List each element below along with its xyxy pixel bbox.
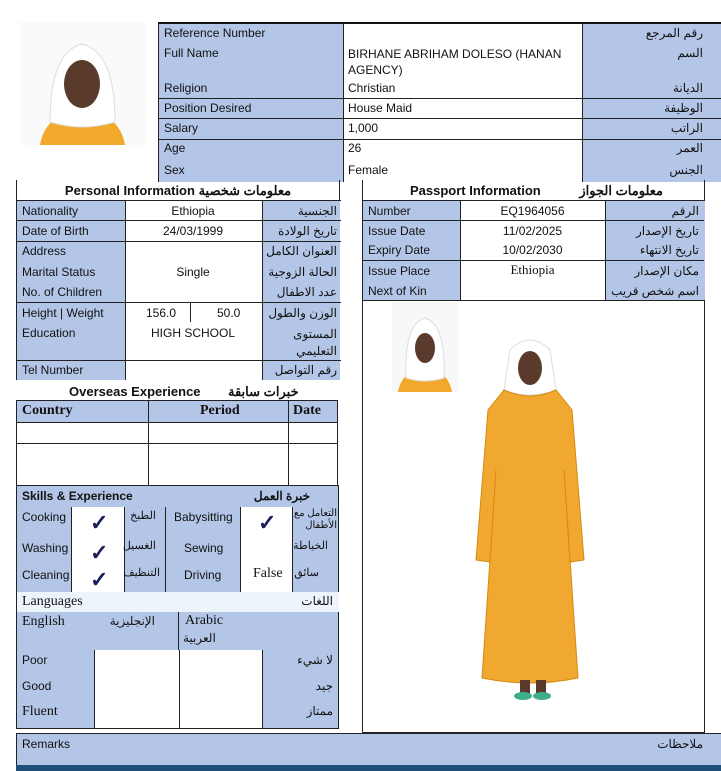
education-value: HIGH SCHOOL: [150, 326, 235, 340]
skill-driving-label: Driving: [184, 568, 222, 582]
tel-label: Tel Number: [22, 363, 84, 377]
skill-driving-value: False: [253, 566, 283, 581]
age-ar: العمر: [676, 141, 703, 155]
level-fluent: Fluent: [22, 704, 58, 719]
languages-title-ar: اللغات: [301, 594, 333, 608]
height-value: 156.0: [146, 306, 177, 320]
nationality-value: Ethiopia: [171, 204, 215, 218]
tel-ar: رقم التواصل: [274, 363, 337, 377]
passport-title-ar: معلومات الجواز: [579, 183, 663, 198]
passport-title-en: Passport Information: [410, 183, 541, 198]
level-poor-ar: لا شيء: [297, 653, 333, 667]
education-label: Education: [22, 326, 76, 340]
sex-label: Sex: [164, 163, 185, 177]
remarks-ar: ملاحظات: [657, 737, 703, 751]
passport-number-ar: الرقم: [671, 204, 699, 218]
skill-sewing-ar: الخياطة: [293, 540, 328, 552]
reference-number-ar: رقم المرجع: [645, 26, 703, 40]
next-of-kin-ar: اسم شخص قريب: [610, 284, 699, 298]
issue-date-value: 11/02/2025: [502, 224, 563, 238]
skill-cooking-label: Cooking: [22, 510, 67, 524]
skill-cooking-check: ✓: [90, 510, 109, 535]
issue-date-label: Issue Date: [368, 224, 426, 238]
age-label: Age: [164, 141, 186, 155]
height-weight-label: Height | Weight: [22, 306, 104, 320]
lang-english-ar: الإنجليزية: [109, 614, 155, 628]
position-value: House Maid: [348, 101, 413, 115]
skill-cleaning-label: Cleaning: [22, 568, 70, 582]
col-date: Date: [293, 403, 321, 418]
nationality-label: Nationality: [22, 204, 79, 218]
education-ar: المستوى التعليمي: [293, 327, 337, 358]
dob-ar: تاريخ الولادة: [278, 224, 337, 238]
level-good-ar: جيد: [315, 679, 333, 693]
salary-value: 1,000: [348, 121, 379, 135]
expiry-date-label: Expiry Date: [368, 243, 431, 257]
level-poor: Poor: [22, 653, 48, 667]
marital-ar: الحالة الزوجية: [268, 265, 337, 279]
children-ar: عدد الاطفال: [276, 285, 337, 299]
issue-place-label: Issue Place: [368, 264, 431, 278]
issue-date-ar: تاريخ الإصدار: [635, 224, 699, 238]
marital-value: Single: [176, 265, 210, 279]
expiry-date-ar: تاريخ الانتهاء: [639, 243, 699, 257]
salary-ar: الراتب: [670, 121, 703, 135]
lang-arabic: Arabic: [185, 613, 224, 628]
profile-photo: [20, 22, 145, 145]
height-weight-ar: الوزن والطول: [268, 306, 337, 320]
level-good: Good: [22, 679, 52, 693]
personal-title-ar: معلومات شخصية: [198, 183, 292, 198]
footer-bar: [16, 765, 721, 771]
position-ar: الوظيفة: [664, 101, 703, 115]
skill-babysitting-value: ✓: [258, 510, 277, 535]
full-name-label: Full Name: [164, 46, 219, 60]
skill-driving-ar: سائق: [294, 567, 319, 579]
full-name-value: BIRHANE ABRIHAM DOLESO (HANAN AGENCY): [348, 47, 562, 77]
overseas-title-ar: خبرات سابقة: [228, 384, 299, 399]
lang-english: English: [22, 614, 65, 629]
weight-value: 50.0: [217, 306, 241, 320]
passport-number-label: Number: [368, 204, 411, 218]
languages-title-en: Languages: [22, 594, 83, 609]
religion-ar: الديانة: [672, 81, 703, 95]
religion-label: Religion: [164, 81, 208, 95]
sex-ar: الجنس: [669, 163, 703, 177]
full-body-photo: [460, 330, 600, 702]
skill-sewing-label: Sewing: [184, 541, 224, 555]
salary-label: Salary: [164, 121, 199, 135]
religion-value: Christian: [348, 81, 396, 95]
passport-photo: [392, 302, 458, 392]
remarks-label: Remarks: [22, 737, 71, 751]
reference-number-label: Reference Number: [164, 26, 266, 40]
passport-number-value: EQ1964056: [500, 204, 565, 218]
next-of-kin-label: Next of Kin: [368, 284, 427, 298]
level-fluent-ar: ممتاز: [306, 704, 333, 718]
issue-place-ar: مكان الإصدار: [634, 264, 699, 278]
skill-cleaning-ar: التنظيف: [123, 567, 160, 579]
nationality-ar: الجنسية: [297, 204, 337, 218]
age-value: 26: [348, 141, 362, 155]
personal-title-en: Personal Information: [64, 183, 195, 198]
col-country: Country: [22, 403, 73, 418]
skill-washing-check: ✓: [90, 540, 109, 565]
skills-title-en: Skills & Experience: [22, 489, 133, 503]
skill-babysitting-ar: التعامل مع الأطفال: [293, 508, 337, 531]
skill-washing-label: Washing: [22, 541, 69, 555]
lang-arabic-ar: العربية: [183, 631, 216, 645]
marital-label: Marital Status: [22, 265, 96, 279]
skill-cooking-ar: الطبخ: [130, 510, 156, 522]
col-period: Period: [200, 403, 240, 418]
position-label: Position Desired: [164, 101, 252, 115]
overseas-title-en: Overseas Experience: [69, 384, 201, 399]
dob-label: Date of Birth: [22, 224, 89, 238]
sex-value: Female: [348, 163, 389, 177]
dob-value: 24/03/1999: [162, 224, 224, 238]
skill-babysitting-label: Babysitting: [174, 510, 233, 524]
remarks-row: [16, 733, 721, 765]
issue-place-value: Ethiopia: [510, 262, 555, 277]
full-name-ar: السم: [677, 46, 703, 60]
expiry-date-value: 10/02/2030: [502, 243, 563, 257]
skill-washing-ar: الغسيل: [122, 540, 156, 552]
address-label: Address: [22, 244, 67, 258]
children-label: No. of Children: [22, 285, 103, 299]
skill-cleaning-check: ✓: [90, 567, 109, 592]
address-ar: العنوان الكامل: [266, 244, 337, 258]
skills-title-ar: خبرة العمل: [253, 489, 310, 503]
